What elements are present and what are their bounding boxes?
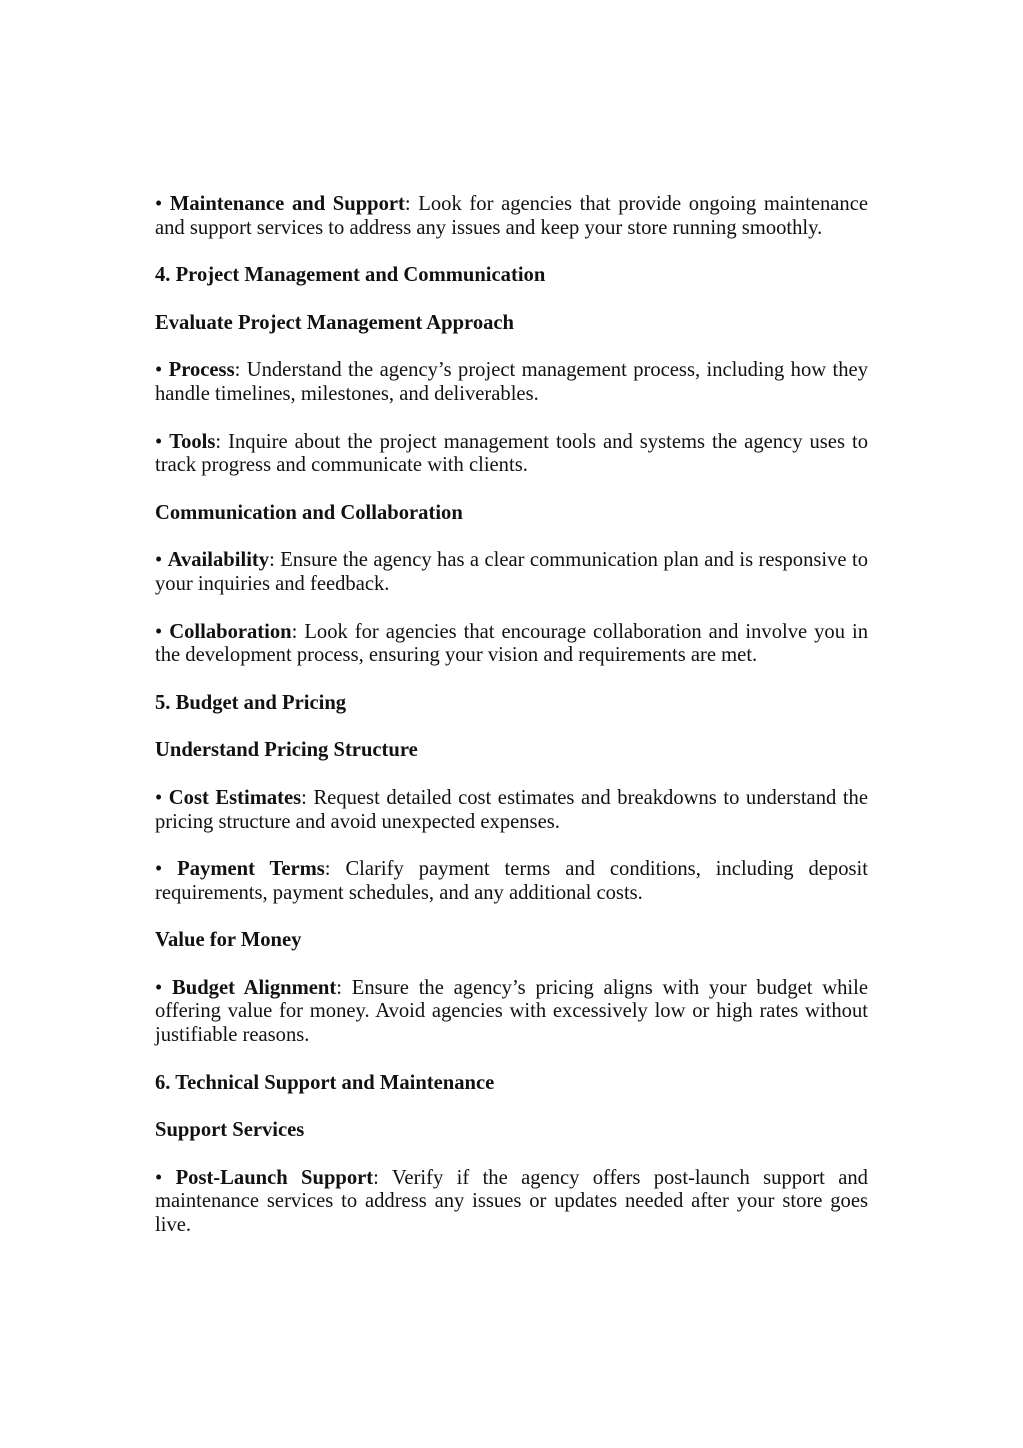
bullet-budget-alignment xyxy=(155,977,868,1048)
bullet-term: Availability xyxy=(167,549,270,572)
bullet-marker: • xyxy=(155,359,163,382)
bullet-marker: • xyxy=(155,620,163,643)
bullet-process xyxy=(155,359,868,406)
bullet-marker: • xyxy=(155,193,163,215)
subheading-pricing-structure: Understand Pricing Structure xyxy=(155,739,418,762)
bullet-marker: • xyxy=(155,786,163,809)
bullet-text: : Verify if the agency offers post-launch support and maintenance services to address any issues or updates needed after your store goes live. xyxy=(155,1166,868,1237)
bullet-tools xyxy=(155,431,868,478)
section-heading-technical-support: 6. Technical Support and Maintenance xyxy=(155,1071,495,1094)
bullet-marker: • xyxy=(155,976,163,999)
bullet-text: : Look for agencies that provide ongoing maintenance and support services to address any issues and keep your store running smoothly. xyxy=(155,193,868,239)
subheading-evaluate-approach: Evaluate Project Management Approach xyxy=(155,311,515,334)
bullet-marker: • xyxy=(155,430,163,453)
bullet-term: Post-Launch Support xyxy=(175,1166,374,1189)
bullet-text: : Clarify payment terms and conditions, including deposit requirements, payment schedules, and any additional costs. xyxy=(155,858,868,904)
bullet-term: Collaboration xyxy=(169,620,292,643)
bullet-text: : Look for agencies that encourage collaboration and involve you in the development process, ensuring your vision and requirements are met. xyxy=(155,620,868,667)
subheading-communication-collaboration: Communication and Collaboration xyxy=(155,501,463,524)
bullet-term: Tools xyxy=(169,430,216,453)
bullet-availability xyxy=(155,549,868,596)
bullet-term: Process xyxy=(168,359,235,382)
section-heading-project-management: 4. Project Management and Communication xyxy=(155,264,546,287)
bullet-post-launch-support xyxy=(155,1167,868,1238)
bullet-text: : Ensure the agency has a clear communication plan and is responsive to your inquiries and feedback. xyxy=(155,549,868,595)
bullet-text: : Request detailed cost estimates and breakdowns to understand the pricing structure and avoid unexpected expenses. xyxy=(155,786,868,833)
bullet-payment-terms xyxy=(155,858,868,905)
document-page xyxy=(155,193,868,1262)
section-heading-budget-pricing: 5. Budget and Pricing xyxy=(155,691,347,714)
subheading-support-services: Support Services xyxy=(155,1119,305,1142)
bullet-term: Budget Alignment xyxy=(172,976,337,999)
bullet-term: Maintenance and Support xyxy=(169,193,405,215)
bullet-marker: • xyxy=(155,549,163,572)
bullet-term: Payment Terms xyxy=(177,858,325,881)
bullet-text: : Understand the agency’s project management process, including how they handle timelines, milestones, and deliverables. xyxy=(155,359,868,405)
bullet-text: : Inquire about the project management tools and systems the agency uses to track progress and communicate with clients. xyxy=(155,430,868,477)
bullet-marker: • xyxy=(155,858,163,881)
bullet-cost-estimates xyxy=(155,787,868,834)
bullet-text: : Ensure the agency’s pricing aligns with your budget while offering value for money. Avoid agencies with excessively low or high rates without justifiable reasons. xyxy=(155,976,868,1047)
subheading-value-for-money: Value for Money xyxy=(155,929,302,952)
bullet-marker: • xyxy=(155,1166,163,1189)
bullet-maintenance-and-support xyxy=(155,193,868,240)
bullet-collaboration xyxy=(155,621,868,668)
bullet-term: Cost Estimates xyxy=(168,786,302,809)
